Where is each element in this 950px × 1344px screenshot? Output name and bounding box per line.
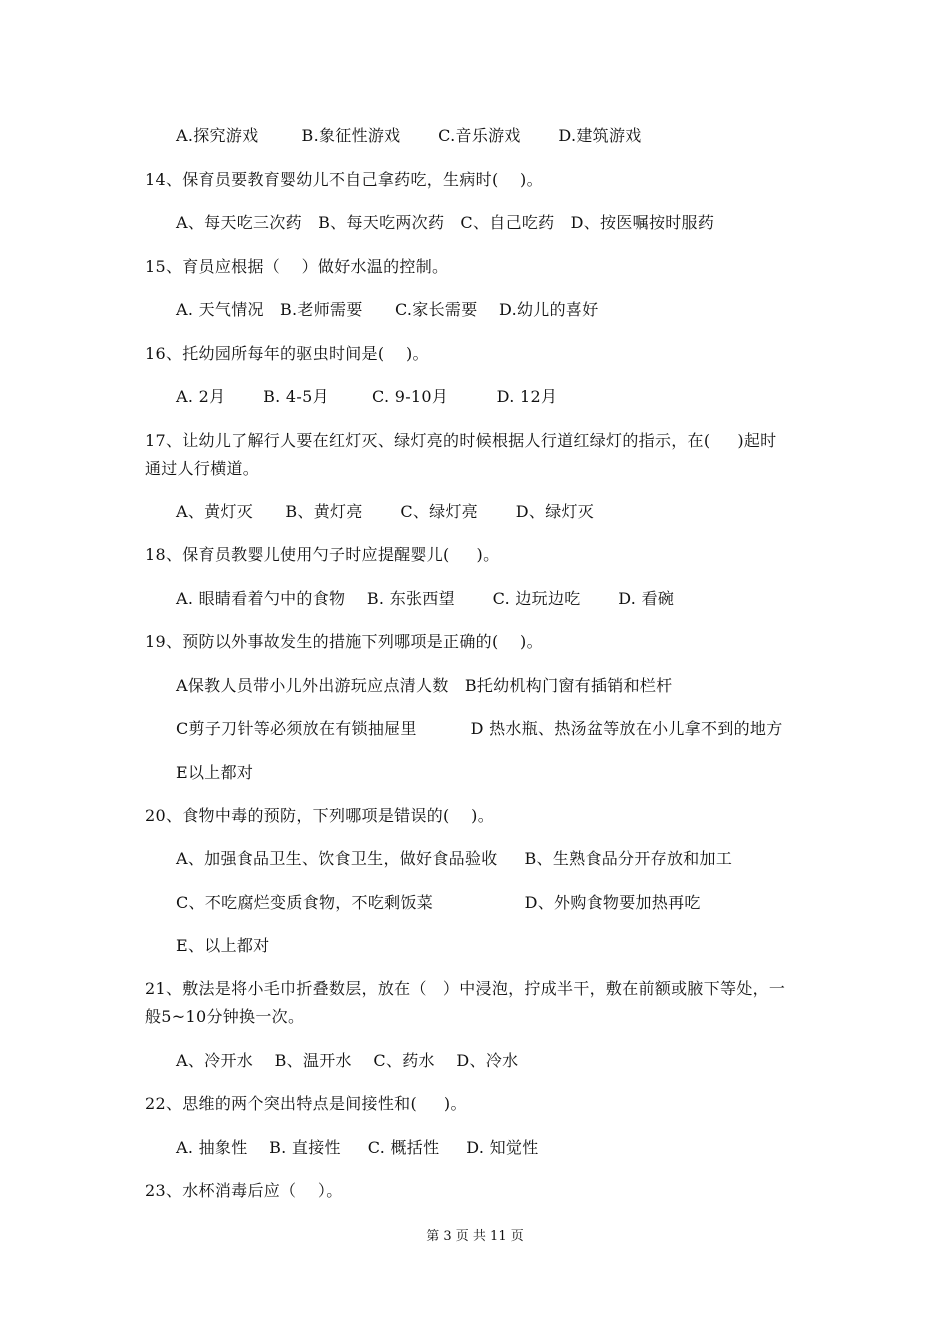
- question-21: 21、敷法是将小毛巾折叠数层，放在（ ）中浸泡，拧成半干，敷在前额或腋下等处，一: [145, 979, 786, 998]
- q15-options: A. 天气情况 B.老师需要 C.家长需要 D.幼儿的喜好: [176, 300, 599, 319]
- q20-options-ab: A、加强食品卫生、饮食卫生，做好食品验收 B、生熟食品分开存放和加工: [176, 849, 733, 868]
- q19-options-ab: A保教人员带小儿外出游玩应点清人数 B托幼机构门窗有插销和栏杆: [176, 676, 673, 695]
- q17-options: A、黄灯灭 B、黄灯亮 C、绿灯亮 D、绿灯灭: [176, 502, 595, 521]
- q13-options: A.探究游戏 B.象征性游戏 C.音乐游戏 D.建筑游戏: [176, 126, 642, 145]
- question-20: 20、食物中毒的预防，下列哪项是错误的( )。: [145, 806, 494, 825]
- q19-option-e: E以上都对: [176, 763, 254, 782]
- q21-options: A、冷开水 B、温开水 C、药水 D、冷水: [176, 1051, 519, 1070]
- question-16: 16、托幼园所每年的驱虫时间是( )。: [145, 344, 429, 363]
- question-15: 15、育员应根据（ ）做好水温的控制。: [145, 257, 449, 276]
- question-19: 19、预防以外事故发生的措施下列哪项是正确的( )。: [145, 632, 543, 651]
- question-22: 22、思维的两个突出特点是间接性和( )。: [145, 1094, 467, 1113]
- q22-options: A. 抽象性 B. 直接性 C. 概括性 D. 知觉性: [176, 1138, 539, 1157]
- q19-options-cd: C剪子刀针等必须放在有锁抽屉里 D 热水瓶、热汤盆等放在小儿拿不到的地方: [176, 719, 783, 738]
- question-23: 23、水杯消毒后应（ ）。: [145, 1181, 343, 1200]
- q16-options: A. 2月 B. 4-5月 C. 9-10月 D. 12月: [176, 387, 558, 406]
- q20-option-e: E、以上都对: [176, 936, 270, 955]
- question-17-cont: 通过人行横道。: [145, 459, 260, 478]
- question-14: 14、保育员要教育婴幼儿不自己拿药吃，生病时( )。: [145, 170, 543, 189]
- question-21-cont: 般5~10分钟换一次。: [145, 1007, 305, 1026]
- q14-options: A、每天吃三次药 B、每天吃两次药 C、自己吃药 D、按医嘱按时服药: [176, 213, 715, 232]
- question-18: 18、保育员教婴儿使用勺子时应提醒婴儿( )。: [145, 545, 500, 564]
- question-17: 17、让幼儿了解行人要在红灯灭、绿灯亮的时候根据人行道红绿灯的指示，在( )起时: [145, 431, 777, 450]
- q18-options: A. 眼睛看着勺中的食物 B. 东张西望 C. 边玩边吃 D. 看碗: [176, 589, 675, 608]
- page-footer: 第 3 页 共 11 页: [426, 1229, 524, 1244]
- q20-options-cd: C、不吃腐烂变质食物，不吃剩饭菜 D、外购食物要加热再吃: [176, 893, 701, 912]
